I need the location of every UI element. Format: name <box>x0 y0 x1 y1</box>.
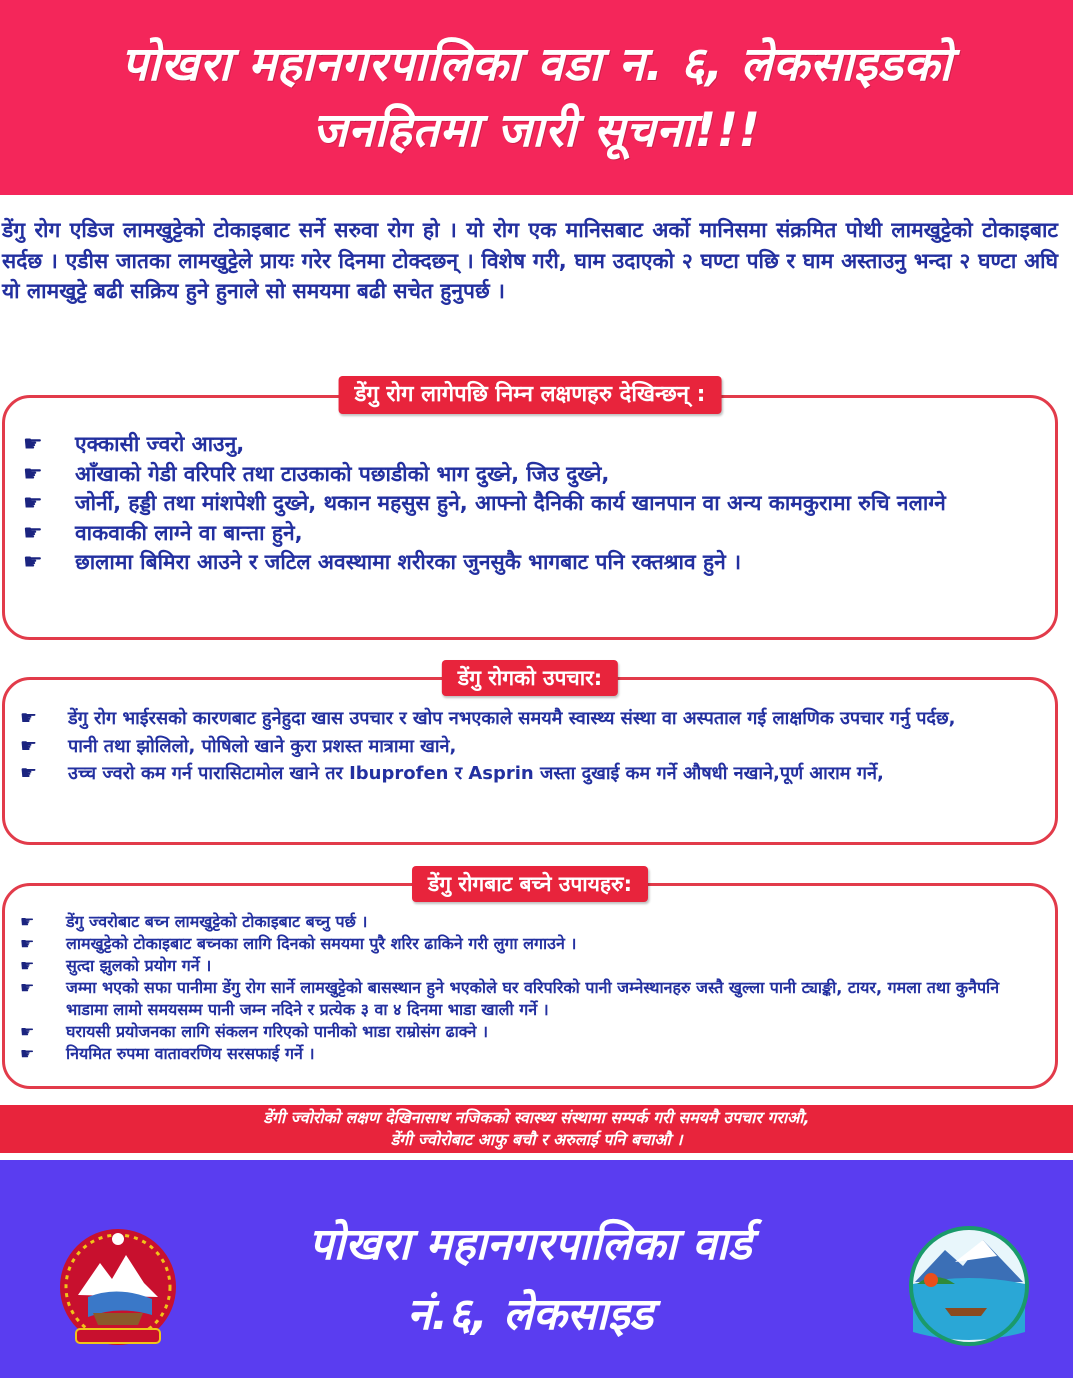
pointing-hand-icon: ☛ <box>20 912 35 931</box>
pointing-hand-icon: ☛ <box>20 934 35 953</box>
symptoms-section <box>2 382 1058 640</box>
pointing-hand-icon: ☛ <box>23 520 43 546</box>
header-line-1: पोखरा महानगरपालिका वडा न. ६, लेकसाइडको <box>121 36 952 92</box>
prevention-list <box>5 886 1055 1065</box>
bottom-title <box>200 1210 860 1350</box>
list-item: ☛ लामखुट्टेको टोकाइबाट बच्नका लागि दिनको समयमा पुरै शरिर ढाकिने गरी लुगा लगाउने । <box>20 934 577 953</box>
awareness-line-1: डेंगी ज्वोरोको लक्षण देखिनासाथ नजिकको स्वास्थ्य संस्थामा सम्पर्क गरी समयमै उपचार गराऔ, <box>263 1108 810 1127</box>
list-item: ☛ डेंगु ज्वरोबाट बच्न लामखुट्टेको टोकाइबाट बच्नु पर्छ । <box>20 912 368 931</box>
list-item: ☛ नियमित रुपमा वातावरणिय सरसफाई गर्ने । <box>20 1044 315 1063</box>
nepal-government-emblem-icon <box>48 1225 188 1355</box>
bottom-title-line-1: पोखरा महानगरपालिका वार्ड <box>308 1219 752 1270</box>
header-banner <box>0 0 1073 195</box>
treatment-title: डेंगु रोगको उपचार: <box>442 660 618 696</box>
pointing-hand-icon: ☛ <box>20 762 38 784</box>
list-item: ☛ वाकवाकी लाग्ने वा बान्ता हुने, <box>23 519 1035 549</box>
pointing-hand-icon: ☛ <box>20 1022 35 1041</box>
list-item: ☛ सुत्दा झुलको प्रयोग गर्ने । <box>20 956 212 975</box>
pointing-hand-icon: ☛ <box>23 461 43 487</box>
bottom-title-line-2: नं.६, लेकसाइड <box>407 1289 653 1340</box>
list-item: ☛ छालामा बिमिरा आउने र जटिल अवस्थामा शरीरका जुनसुकै भागबाट पनि रक्तश्राव हुने । <box>23 548 1035 578</box>
symptoms-list <box>5 398 1055 578</box>
pointing-hand-icon: ☛ <box>20 707 38 729</box>
pointing-hand-icon: ☛ <box>23 432 43 457</box>
awareness-strip <box>0 1105 1073 1153</box>
prevention-section <box>2 872 1058 1089</box>
treatment-section <box>2 666 1058 845</box>
symptoms-title: डेंगु रोग लागेपछि निम्न लक्षणहरु देखिन्छन् : <box>339 376 722 414</box>
list-item: ☛ पानी तथा झोलिलो, पोषिलो खाने कुरा प्रशस्त मात्रामा खाने, <box>20 733 1035 761</box>
pointing-hand-icon: ☛ <box>20 734 38 757</box>
list-item: ☛ जोर्नी, हड्डी तथा मांशपेशी दुख्ने, थकान महसुस हुने, आफ्नो दैनिकी कार्य खानपान वा अन्य कामकुरामा रुचि नलाग्ने <box>23 489 1035 519</box>
list-item: ☛ घरायसी प्रयोजनका लागि संकलन गरिएको पानीको भाडा राम्रोसंग ढाक्ने । <box>20 1022 489 1041</box>
list-item: ☛ आँखाको गेडी वरिपरि तथा टाउकाको पछाडीको भाग दुख्ने, जिउ दुख्ने, <box>23 460 1035 490</box>
notice-content <box>0 205 1073 1155</box>
prevention-title: डेंगु रोगबाट बच्ने उपायहरु: <box>412 866 648 902</box>
lake-boat-logo-icon <box>905 1222 1033 1350</box>
pointing-hand-icon: ☛ <box>23 491 43 516</box>
pointing-hand-icon: ☛ <box>20 1044 35 1063</box>
treatment-list <box>5 680 1055 788</box>
intro-paragraph: डेंगु रोग एडिज लामखुट्टेको टोकाइबाट सर्ने सरुवा रोग हो । यो रोग एक मानिसबाट अर्को मानिसमा संक्रमित पोथी लामखुट्टेको टोकाइबाट सर्दछ । एडीस जातका लामखुट्टेले प्रायः गरेर दिनमा टोक्दछन् । विशेष गरी, घाम उदाएको २ घण्टा पछि र घाम अस्ताउनु भन्दा २ घण्टा अघि यो लामखुट्टे बढी सक्रिय हुने हुनाले सो समयमा बढी सचेत हुनुपर्छ । <box>2 218 1058 303</box>
awareness-line-2: डेंगी ज्वोरोबाट आफु बचौ र अरुलाई पनि बचाऔ । <box>390 1130 683 1149</box>
pointing-hand-icon: ☛ <box>20 956 35 975</box>
list-item: ☛ उच्च ज्वरो कम गर्न पारासिटामोल खाने तर Ibuprofen र Asprin जस्ता दुखाई कम गर्ने औषधी नखाने,पूर्ण आराम गर्ने, <box>20 760 1035 788</box>
list-item: ☛ एक्कासी ज्वरो आउनु, <box>23 430 1035 460</box>
pointing-hand-icon: ☛ <box>23 550 43 575</box>
list-item: ☛ जम्मा भएको सफा पानीमा डेंगु रोग सार्ने लामखुट्टेको बासस्थान हुने भएकोले घर वरिपरिको पानी जम्नेस्थानहरु जस्तै खुल्ला पानी ट्याङ्की, टायर, गमला तथा कुनैपनि भाडामा लामो समयसम्म पानी जम्न नदिने र प्रत्येक ३ वा ४ दिनमा भाडा खाली गर्ने । <box>20 978 1000 1019</box>
list-item: ☛ डेंगु रोग भाईरसको कारणबाट हुनेहुदा खास उपचार र खोप नभएकाले समयमै स्वास्थ्य संस्था वा अस्पताल गई लाक्षणिक उपचार गर्नु पर्दछ, <box>20 705 1035 733</box>
pointing-hand-icon: ☛ <box>20 978 35 997</box>
bottom-banner <box>0 1160 1073 1378</box>
header-line-2: जनहितमा जारी सूचना!!! <box>312 102 761 158</box>
